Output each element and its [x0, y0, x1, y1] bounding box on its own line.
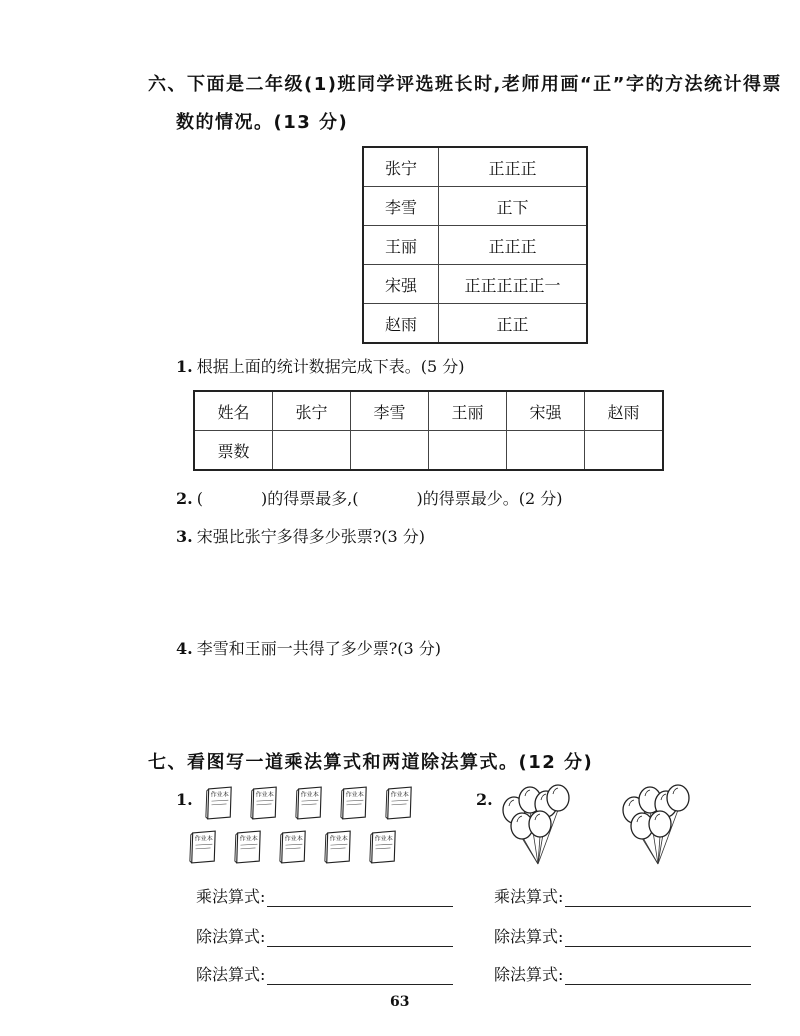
tally-name: 王丽: [363, 226, 439, 265]
answer-line[interactable]: [565, 930, 751, 947]
notebook-label: 作业本: [390, 791, 409, 799]
answer-line[interactable]: [267, 968, 453, 985]
tally-row: [363, 304, 587, 344]
header-cell: 张宁: [273, 391, 351, 431]
notebook-label: 作业本: [345, 791, 364, 799]
answer-line[interactable]: [565, 968, 751, 985]
notebook-icon: [233, 830, 263, 864]
question-3-text: 宋强比张宁多得多少张票?(3 分): [196, 527, 426, 546]
answer-cell[interactable]: [585, 431, 664, 471]
question-1-text: 根据上面的统计数据完成下表。(5 分): [196, 357, 465, 376]
div-label: 除法算式:: [494, 965, 564, 984]
question-4-text: 李雪和王丽一共得了多少票?(3 分): [196, 639, 442, 658]
answer-cell[interactable]: [273, 431, 351, 471]
question-1: [176, 354, 464, 377]
notebook-label: 作业本: [329, 835, 348, 843]
paren-open: (: [196, 489, 203, 508]
p1-division-1: [196, 924, 453, 947]
answer-cell[interactable]: [351, 431, 429, 471]
section-7-title: 七、看图写一道乘法算式和两道除法算式。(12 分): [148, 752, 594, 773]
notebook-icon: [249, 786, 279, 820]
notebook-label: 作业本: [300, 791, 319, 799]
notebook-icon: [188, 830, 218, 864]
question-3-number: 3.: [176, 527, 193, 546]
answer-line[interactable]: [565, 890, 751, 907]
balloons-illustration: [490, 780, 710, 872]
mult-label: 乘法算式:: [494, 887, 564, 906]
header-cell: 姓名: [194, 391, 273, 431]
notebook-icon: [368, 830, 398, 864]
p2-multiplication: [494, 884, 751, 907]
notebooks-illustration: [190, 786, 420, 876]
vote-table-answer-row: [194, 431, 663, 471]
question-2: [176, 486, 563, 509]
balloon-icon: [547, 785, 569, 811]
tally-marks: 正下: [439, 187, 588, 226]
tally-row: [363, 265, 587, 304]
section-6-title-line1: 六、下面是二年级(1)班同学评选班长时,老师用画“正”字的方法统计得票: [148, 74, 782, 95]
balloon-bunch: [623, 785, 689, 864]
div-label: 除法算式:: [196, 965, 266, 984]
tally-marks: 正正正: [439, 226, 588, 265]
notebook-icon: [294, 786, 324, 820]
mult-label: 乘法算式:: [196, 887, 266, 906]
notebook-icon: [323, 830, 353, 864]
tally-marks: 正正正正正一: [439, 265, 588, 304]
tally-name: 宋强: [363, 265, 439, 304]
question-4-number: 4.: [176, 639, 193, 658]
tally-name: 李雪: [363, 187, 439, 226]
tally-row: [363, 226, 587, 265]
question-3: [176, 524, 425, 547]
balloon-icon: [667, 785, 689, 811]
balloon-bunch: [503, 785, 569, 864]
header-cell: 李雪: [351, 391, 429, 431]
vote-table-header-row: [194, 391, 663, 431]
page-number: 63: [390, 994, 410, 1010]
notebook-icon: [384, 786, 414, 820]
balloon-icon: [649, 811, 671, 837]
section-6-title-line2: 数的情况。(13 分): [176, 112, 349, 133]
p1-multiplication: [196, 884, 453, 907]
balloon-icon: [529, 811, 551, 837]
answer-cell[interactable]: [507, 431, 585, 471]
problem-2-number-text: 2.: [476, 790, 493, 809]
problem-1-number-text: 1.: [176, 790, 193, 809]
header-cell: 赵雨: [585, 391, 664, 431]
tally-row: [363, 147, 587, 187]
vote-count-table: [193, 390, 664, 471]
notebook-label: 作业本: [374, 835, 393, 843]
question-2-middle: )的得票最多,(: [260, 489, 359, 508]
notebook-label: 作业本: [210, 791, 229, 799]
tally-table: [362, 146, 588, 344]
div-label: 除法算式:: [494, 927, 564, 946]
tally-name: 张宁: [363, 147, 439, 187]
notebook-icon: [278, 830, 308, 864]
notebook-icon: [204, 786, 234, 820]
notebook-label: 作业本: [255, 791, 274, 799]
notebook-label: 作业本: [284, 835, 303, 843]
notebook-label: 作业本: [194, 835, 213, 843]
tally-marks: 正正正: [439, 147, 588, 187]
answer-line[interactable]: [267, 890, 453, 907]
answer-cell[interactable]: [429, 431, 507, 471]
div-label: 除法算式:: [196, 927, 266, 946]
question-4: [176, 636, 441, 659]
p2-division-1: [494, 924, 751, 947]
row-label: 票数: [194, 431, 273, 471]
question-1-number: 1.: [176, 357, 193, 376]
tally-row: [363, 187, 587, 226]
notebook-label: 作业本: [239, 835, 258, 843]
answer-line[interactable]: [267, 930, 453, 947]
header-cell: 宋强: [507, 391, 585, 431]
tally-name: 赵雨: [363, 304, 439, 344]
tally-marks: 正正: [439, 304, 588, 344]
p1-division-2: [196, 962, 453, 985]
question-2-number: 2.: [176, 489, 193, 508]
notebook-icon: [339, 786, 369, 820]
p2-division-2: [494, 962, 751, 985]
header-cell: 王丽: [429, 391, 507, 431]
question-2-end: )的得票最少。(2 分): [416, 489, 563, 508]
